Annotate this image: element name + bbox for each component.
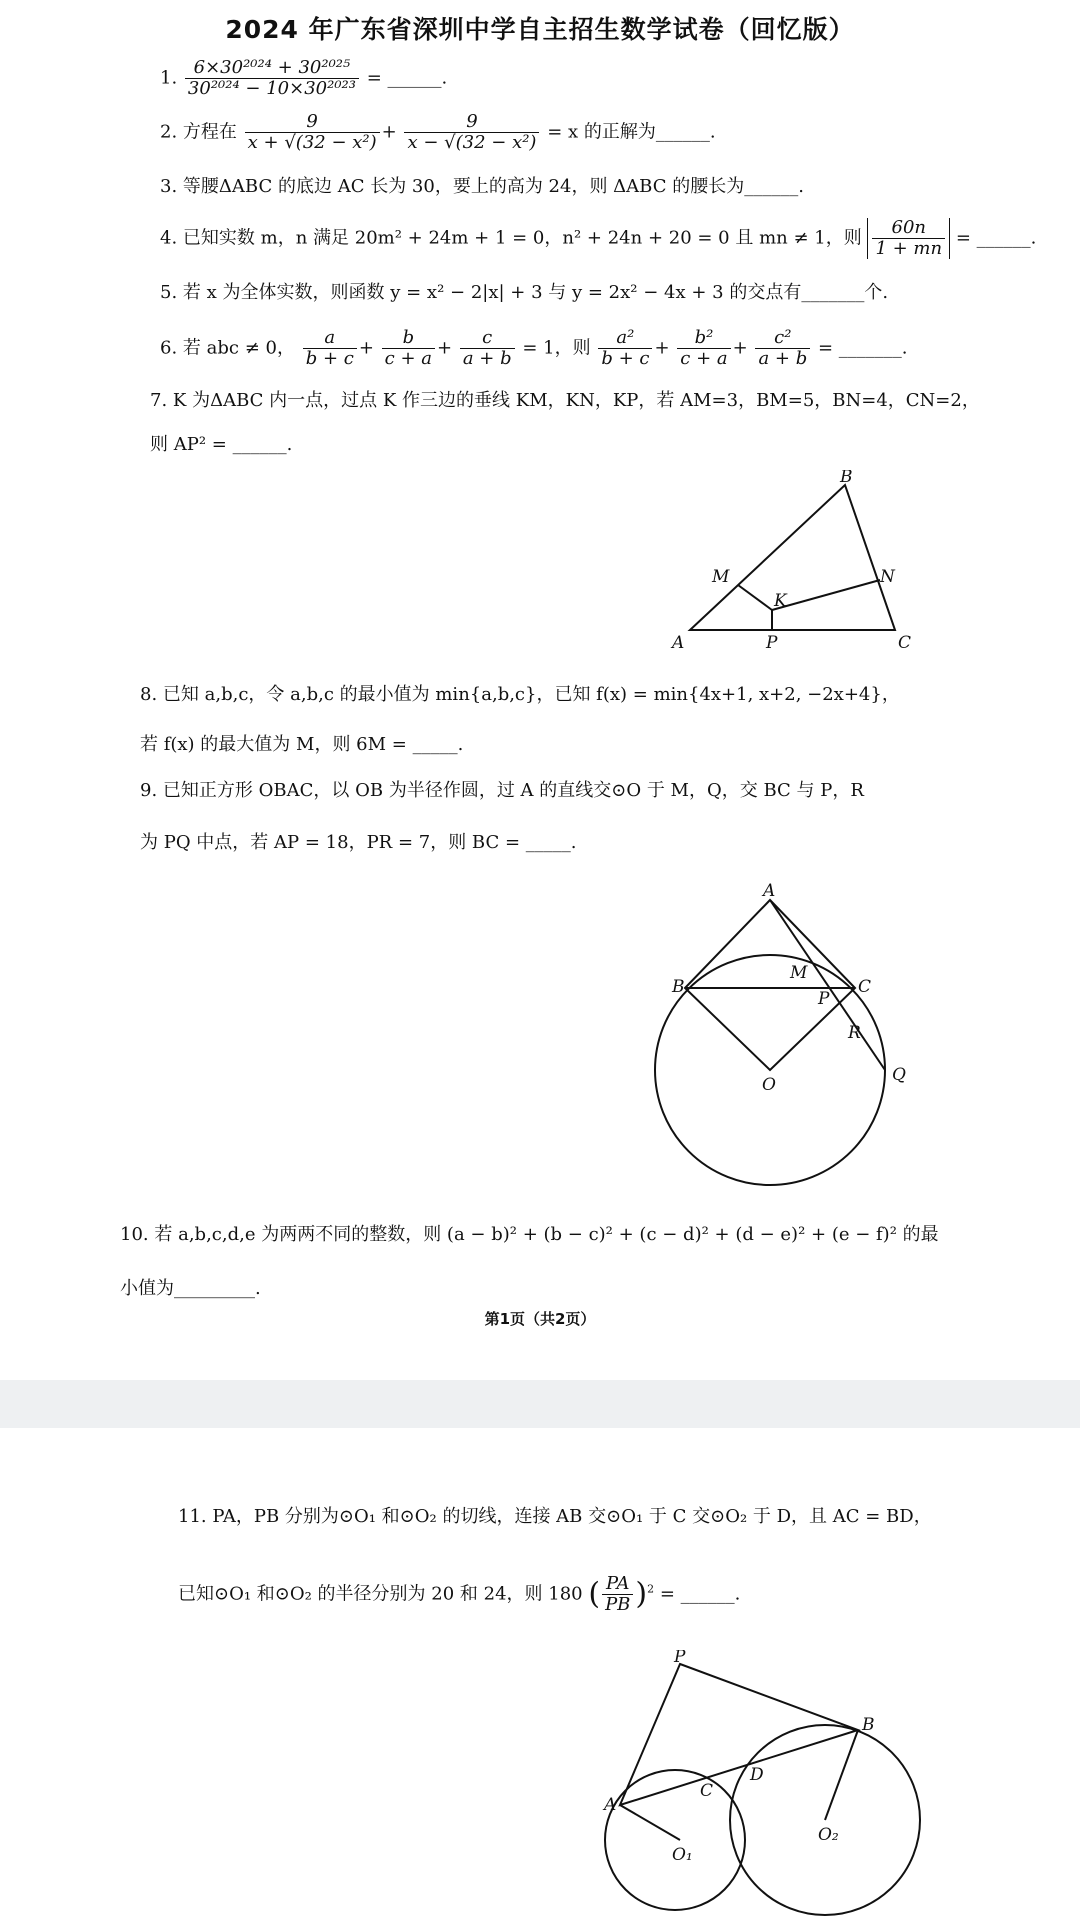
- denominator: x − √(32 − x²): [407, 132, 537, 153]
- label-b: B: [862, 1715, 875, 1735]
- fraction: [602, 1574, 633, 1615]
- question-text: 已知实数 m，n 满足 20m² + 24m + 1 = 0，n² + 24n + 20 = 0 且 mn ≠ 1，则: [182, 227, 862, 249]
- fraction: [460, 328, 515, 369]
- label-m: M: [712, 567, 730, 587]
- denominator: 1 + mn: [875, 238, 943, 259]
- fraction: [872, 218, 945, 259]
- label-r: R: [848, 1023, 861, 1043]
- exponent: 2: [647, 1582, 655, 1596]
- numerator: 6×30²⁰²⁴ + 30²⁰²⁵: [185, 58, 359, 79]
- question-number: 6.: [160, 337, 178, 359]
- denominator: b + c: [305, 348, 354, 369]
- denominator: b + c: [601, 348, 650, 369]
- label-o: O: [762, 1075, 776, 1095]
- label-q: Q: [892, 1065, 906, 1085]
- denominator: PB: [605, 1594, 631, 1615]
- question-9-line-2: 为 PQ 中点，若 AP = 18，PR = 7，则 BC = _____.: [140, 832, 577, 853]
- segment-kn: [772, 580, 880, 610]
- label-a: A: [672, 633, 685, 650]
- label-o1: O₁: [672, 1845, 693, 1865]
- label-c: C: [898, 633, 912, 650]
- question-number: 1.: [160, 67, 178, 89]
- triangle-abc: [690, 485, 895, 630]
- radius-o2b: [825, 1730, 858, 1820]
- answer-blank: = ______.: [659, 1583, 741, 1605]
- question-number: 11.: [178, 1506, 207, 1527]
- numerator: b: [382, 328, 435, 349]
- question-2: 2. 方程在 $\frac{9}{\text{x + √(32 − x²)}}$ + $\frac{9}{\text{x − √(32 − x²)}}$ = x 的正解为______.: [160, 111, 716, 153]
- numerator: c²: [755, 328, 810, 349]
- paren-close: ): [635, 1576, 648, 1612]
- label-a: A: [763, 881, 776, 901]
- label-d: D: [750, 1765, 764, 1785]
- question-10: [120, 1222, 939, 1248]
- question-text: K 为ΔABC 内一点，过点 K 作三边的垂线 KM，KN，KP，若 AM=3，BM=5，BN=4，CN=2，: [172, 390, 980, 411]
- fraction: [185, 58, 359, 99]
- label-c: C: [858, 977, 872, 997]
- fraction: [755, 328, 810, 369]
- fraction: [382, 328, 435, 369]
- figure-11-two-circles: [600, 1650, 930, 1918]
- question-number: 8.: [140, 684, 158, 705]
- page-footer: 第1页（共2页）: [484, 1310, 596, 1328]
- square-obac: [685, 900, 855, 1070]
- question-text: 等腰ΔABC 的底边 AC 长为 30，要上的高为 24，则 ΔABC 的腰长为______.: [182, 176, 804, 197]
- question-number: 5.: [160, 282, 178, 303]
- denominator: a + b: [758, 348, 808, 369]
- question-number: 7.: [150, 390, 168, 411]
- fraction: [303, 328, 357, 369]
- question-text: 已知正方形 OBAC，以 OB 为半径作圆，过 A 的直线交⊙O 于 M，Q，交 BC 与 P，R: [162, 780, 864, 801]
- question-8-line-2: 若 f(x) 的最大值为 M，则 6M = _____.: [140, 734, 464, 755]
- label-k: K: [774, 591, 787, 611]
- numerator: c: [460, 328, 515, 349]
- question-7: [150, 388, 980, 414]
- question-number: 10.: [120, 1224, 149, 1245]
- figure-7-triangle: [670, 470, 930, 650]
- numerator: a²: [598, 328, 652, 349]
- question-10-line-2: 小值为_________.: [120, 1278, 261, 1299]
- label-n: N: [880, 567, 895, 587]
- question-number: 2.: [160, 121, 178, 143]
- question-6: 6. 若 abc ≠ 0， $\frac{a}{b + c}$ + $\frac{b}{c + a}$ + $\frac{c}{a + b}$ = 1，则 $\frac{\text{a²}}{b + c}$ + $\frac{\text{b²}}{c + a}$ + $\frac{\text{c²}}{a + b}$ = _______.: [160, 327, 908, 369]
- numerator: PA: [602, 1574, 633, 1595]
- numerator: 9: [245, 112, 380, 133]
- denominator: c + a: [680, 348, 728, 369]
- fraction: [677, 328, 730, 369]
- numerator: 60n: [872, 218, 945, 239]
- label-b: B: [840, 470, 853, 487]
- numerator: b²: [677, 328, 730, 349]
- denominator: x + √(32 − x²): [247, 132, 377, 153]
- label-p: P: [818, 989, 830, 1009]
- denominator: 30²⁰²⁴ − 10×30²⁰²³: [187, 78, 356, 99]
- question-9: [140, 778, 864, 804]
- question-text: 若 x 为全体实数，则函数 y = x² − 2|x| + 3 与 y = 2x² − 4x + 3 的交点有_______个.: [182, 282, 889, 303]
- numerator: 9: [404, 112, 539, 133]
- numerator: a: [303, 328, 357, 349]
- question-1: [160, 58, 447, 99]
- answer-blank: = _______.: [817, 337, 908, 359]
- question-number: 9.: [140, 780, 158, 801]
- question-3: [160, 174, 804, 200]
- label-c: C: [700, 1781, 714, 1801]
- question-11-line-2: [178, 1574, 740, 1615]
- answer-blank: = ______.: [955, 227, 1037, 249]
- question-text: 若 a,b,c,d,e 为两两不同的整数，则 (a − b)² + (b − c)² + (c − d)² + (d − e)² + (e − f)² 的最: [154, 1224, 939, 1245]
- label-p: P: [766, 633, 778, 650]
- question-11: [178, 1504, 932, 1530]
- q6-eq: = 1，则: [522, 337, 591, 359]
- paren-open: (: [588, 1576, 601, 1612]
- question-text: 已知⊙O₁ 和⊙O₂ 的半径分别为 20 和 24，则 180: [178, 1583, 583, 1605]
- question-number: 3.: [160, 176, 178, 197]
- question-5: [160, 280, 888, 306]
- fraction: [598, 328, 652, 369]
- denominator: c + a: [384, 348, 432, 369]
- question-4: [160, 218, 1036, 259]
- exam-title: 2024 年广东省深圳中学自主招生数学试卷（回忆版）: [225, 15, 855, 44]
- answer-blank: = ______.: [366, 67, 448, 89]
- exam-page-2: [0, 1428, 1080, 1920]
- question-text: 已知 a,b,c，令 a,b,c 的最小值为 min{a,b,c}，已知 f(x) = min{4x+1, x+2, −2x+4}，: [162, 684, 900, 705]
- question-8: [140, 682, 900, 708]
- q2-lead: 方程: [182, 121, 219, 143]
- question-number: 4.: [160, 227, 178, 249]
- answer-blank: = x 的正解为______.: [547, 121, 716, 143]
- label-m: M: [790, 963, 808, 983]
- question-7-line-2: 则 AP² = ______.: [150, 434, 293, 455]
- figure-9-circle: [630, 880, 920, 1200]
- absolute-value: [867, 218, 950, 259]
- q2-mid: 在: [218, 121, 237, 143]
- segment-km: [738, 585, 772, 610]
- question-text: PA，PB 分别为⊙O₁ 和⊙O₂ 的切线，连接 AB 交⊙O₁ 于 C 交⊙O₂ 于 D，且 AC = BD，: [212, 1506, 932, 1527]
- label-p: P: [674, 1650, 686, 1667]
- radius-o1a: [620, 1805, 680, 1840]
- label-o2: O₂: [818, 1825, 839, 1845]
- q6-lead: 若 abc ≠ 0，: [182, 337, 295, 359]
- fraction-2: [404, 112, 539, 153]
- triangle-pab: [620, 1664, 858, 1805]
- label-a: A: [604, 1795, 617, 1815]
- page-separator: [0, 1380, 1080, 1428]
- label-b: B: [672, 977, 685, 997]
- fraction-1: [245, 112, 380, 153]
- denominator: a + b: [462, 348, 512, 369]
